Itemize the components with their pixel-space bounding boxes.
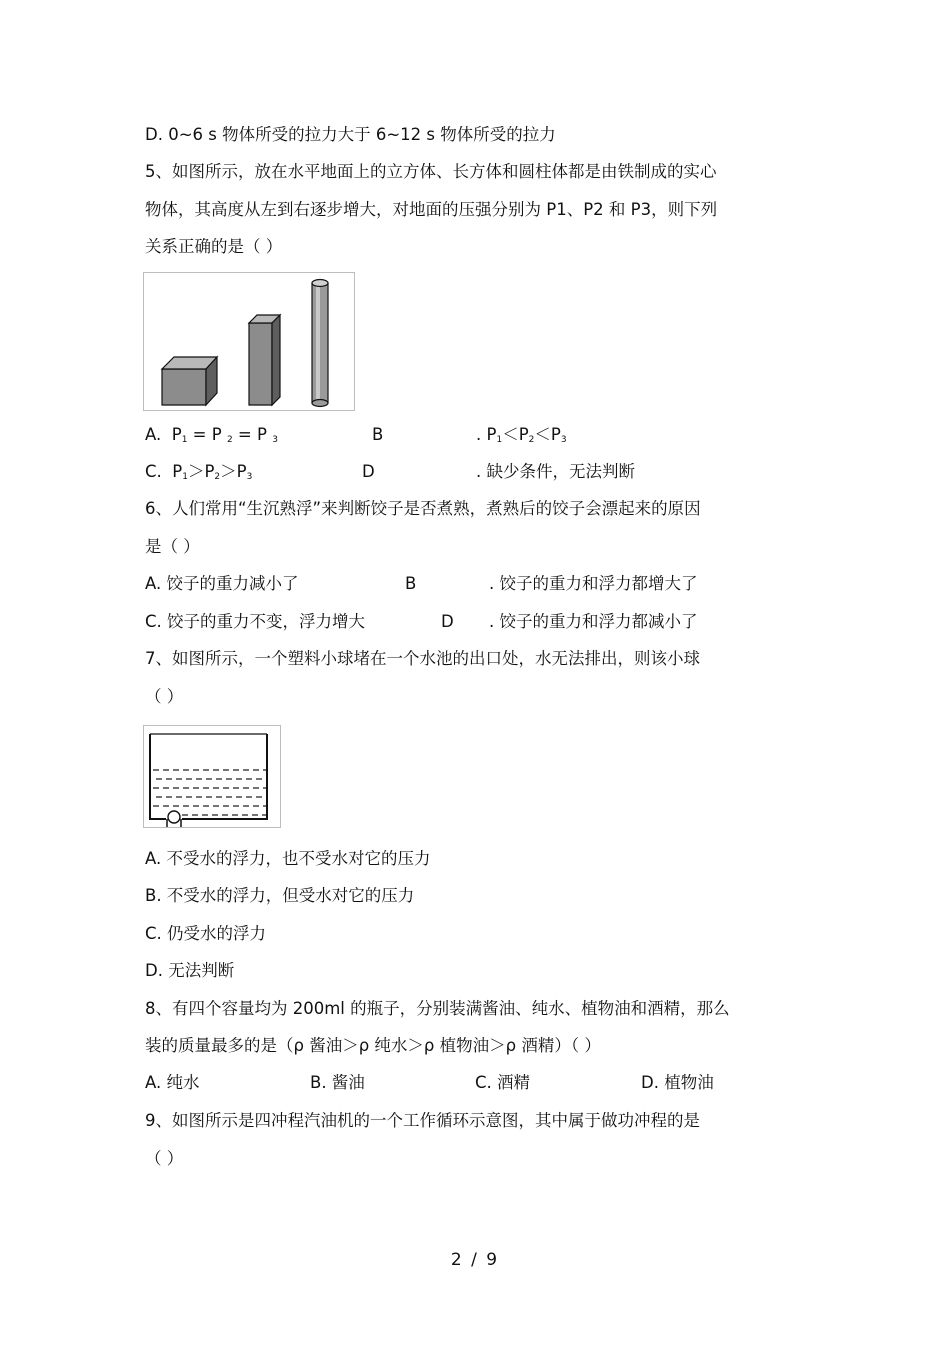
- q5-option-c: C. $P_1>P_2>P_3$: [145, 462, 253, 482]
- q5-stem-line1: 5、如图所示，放在水平地面上的立方体、长方体和圆柱体都是由铁制成的实心: [145, 162, 717, 181]
- q7-option-c: C. 仍受水的浮力: [145, 924, 267, 943]
- cylinder-highlight: [316, 284, 320, 402]
- q6-option-d-letter: D: [441, 612, 454, 631]
- water: [151, 768, 266, 818]
- q8-option-d: D. 植物油: [641, 1073, 714, 1092]
- q6-option-c: C. 饺子的重力不变，浮力增大: [145, 612, 366, 631]
- q5-option-a: A. $P_1 = P$ $_2$ = P $_3$: [145, 425, 278, 445]
- q7-stem-line2: （ ）: [145, 687, 184, 706]
- q8-stem-line2: 装的质量最多的是（ρ 酱油＞ρ 纯水＞ρ 植物油＞ρ 酒精）（ ）: [145, 1036, 601, 1055]
- q5-solids-illustration: [144, 273, 354, 410]
- q8-option-c: C. 酒精: [475, 1073, 531, 1092]
- q5-figure-solids: [143, 272, 355, 411]
- q9-stem-line1: 9、如图所示是四冲程汽油机的一个工作循环示意图，其中属于做功冲程的是: [145, 1111, 700, 1130]
- q9-stem-line2: （ ）: [145, 1149, 184, 1168]
- q5-option-d: . 缺少条件，无法判断: [476, 462, 635, 481]
- cylinder-top: [312, 280, 328, 287]
- q6-option-b-letter: B: [405, 574, 417, 593]
- q7-option-d: D. 无法判断: [145, 961, 235, 980]
- cuboid-side: [272, 315, 280, 405]
- q7-stem-line1: 7、如图所示，一个塑料小球堵在一个水池的出口处，水无法排出，则该小球: [145, 649, 700, 668]
- q6-stem-line1: 6、人们常用“生沉熟浮”来判断饺子是否煮熟，煮熟后的饺子会漂起来的原因: [145, 499, 701, 518]
- q5-option-d-letter: D: [362, 462, 375, 481]
- q6-stem-line2: 是（ ）: [145, 537, 200, 556]
- q6-option-d: . 饺子的重力和浮力都减小了: [489, 612, 698, 631]
- q6-option-b: . 饺子的重力和浮力都增大了: [489, 574, 698, 593]
- q6-option-a: A. 饺子的重力减小了: [145, 574, 299, 593]
- q7-pool-illustration: [144, 726, 280, 827]
- q8-option-a: A. 纯水: [145, 1073, 200, 1092]
- page-number: 2 / 9: [450, 1250, 500, 1270]
- cuboid-front: [249, 323, 272, 405]
- q7-option-b: B. 不受水的浮力，但受水对它的压力: [145, 886, 415, 905]
- q5-stem-line3: 关系正确的是（ ）: [145, 237, 283, 256]
- q8-option-b: B. 酱油: [310, 1073, 365, 1092]
- cylinder-bottom: [312, 400, 328, 407]
- q5-option-b: . $P_1<P_2<P_3$: [476, 425, 567, 445]
- q8-stem-line1: 8、有四个容量均为 200ml 的瓶子，分别装满酱油、纯水、植物油和酒精，那么: [145, 999, 730, 1018]
- cube-front: [162, 369, 206, 405]
- q4-option-d: D. 0~6 s 物体所受的拉力大于 6~12 s 物体所受的拉力: [145, 125, 556, 144]
- plastic-ball: [168, 811, 180, 823]
- q7-option-a: A. 不受水的浮力，也不受水对它的压力: [145, 849, 431, 868]
- q5-stem-line2: 物体，其高度从左到右逐步增大，对地面的压强分别为 P1、P2 和 P3，则下列: [145, 200, 718, 219]
- q7-figure-pool: [143, 725, 281, 828]
- q5-option-b-letter: B: [372, 425, 384, 444]
